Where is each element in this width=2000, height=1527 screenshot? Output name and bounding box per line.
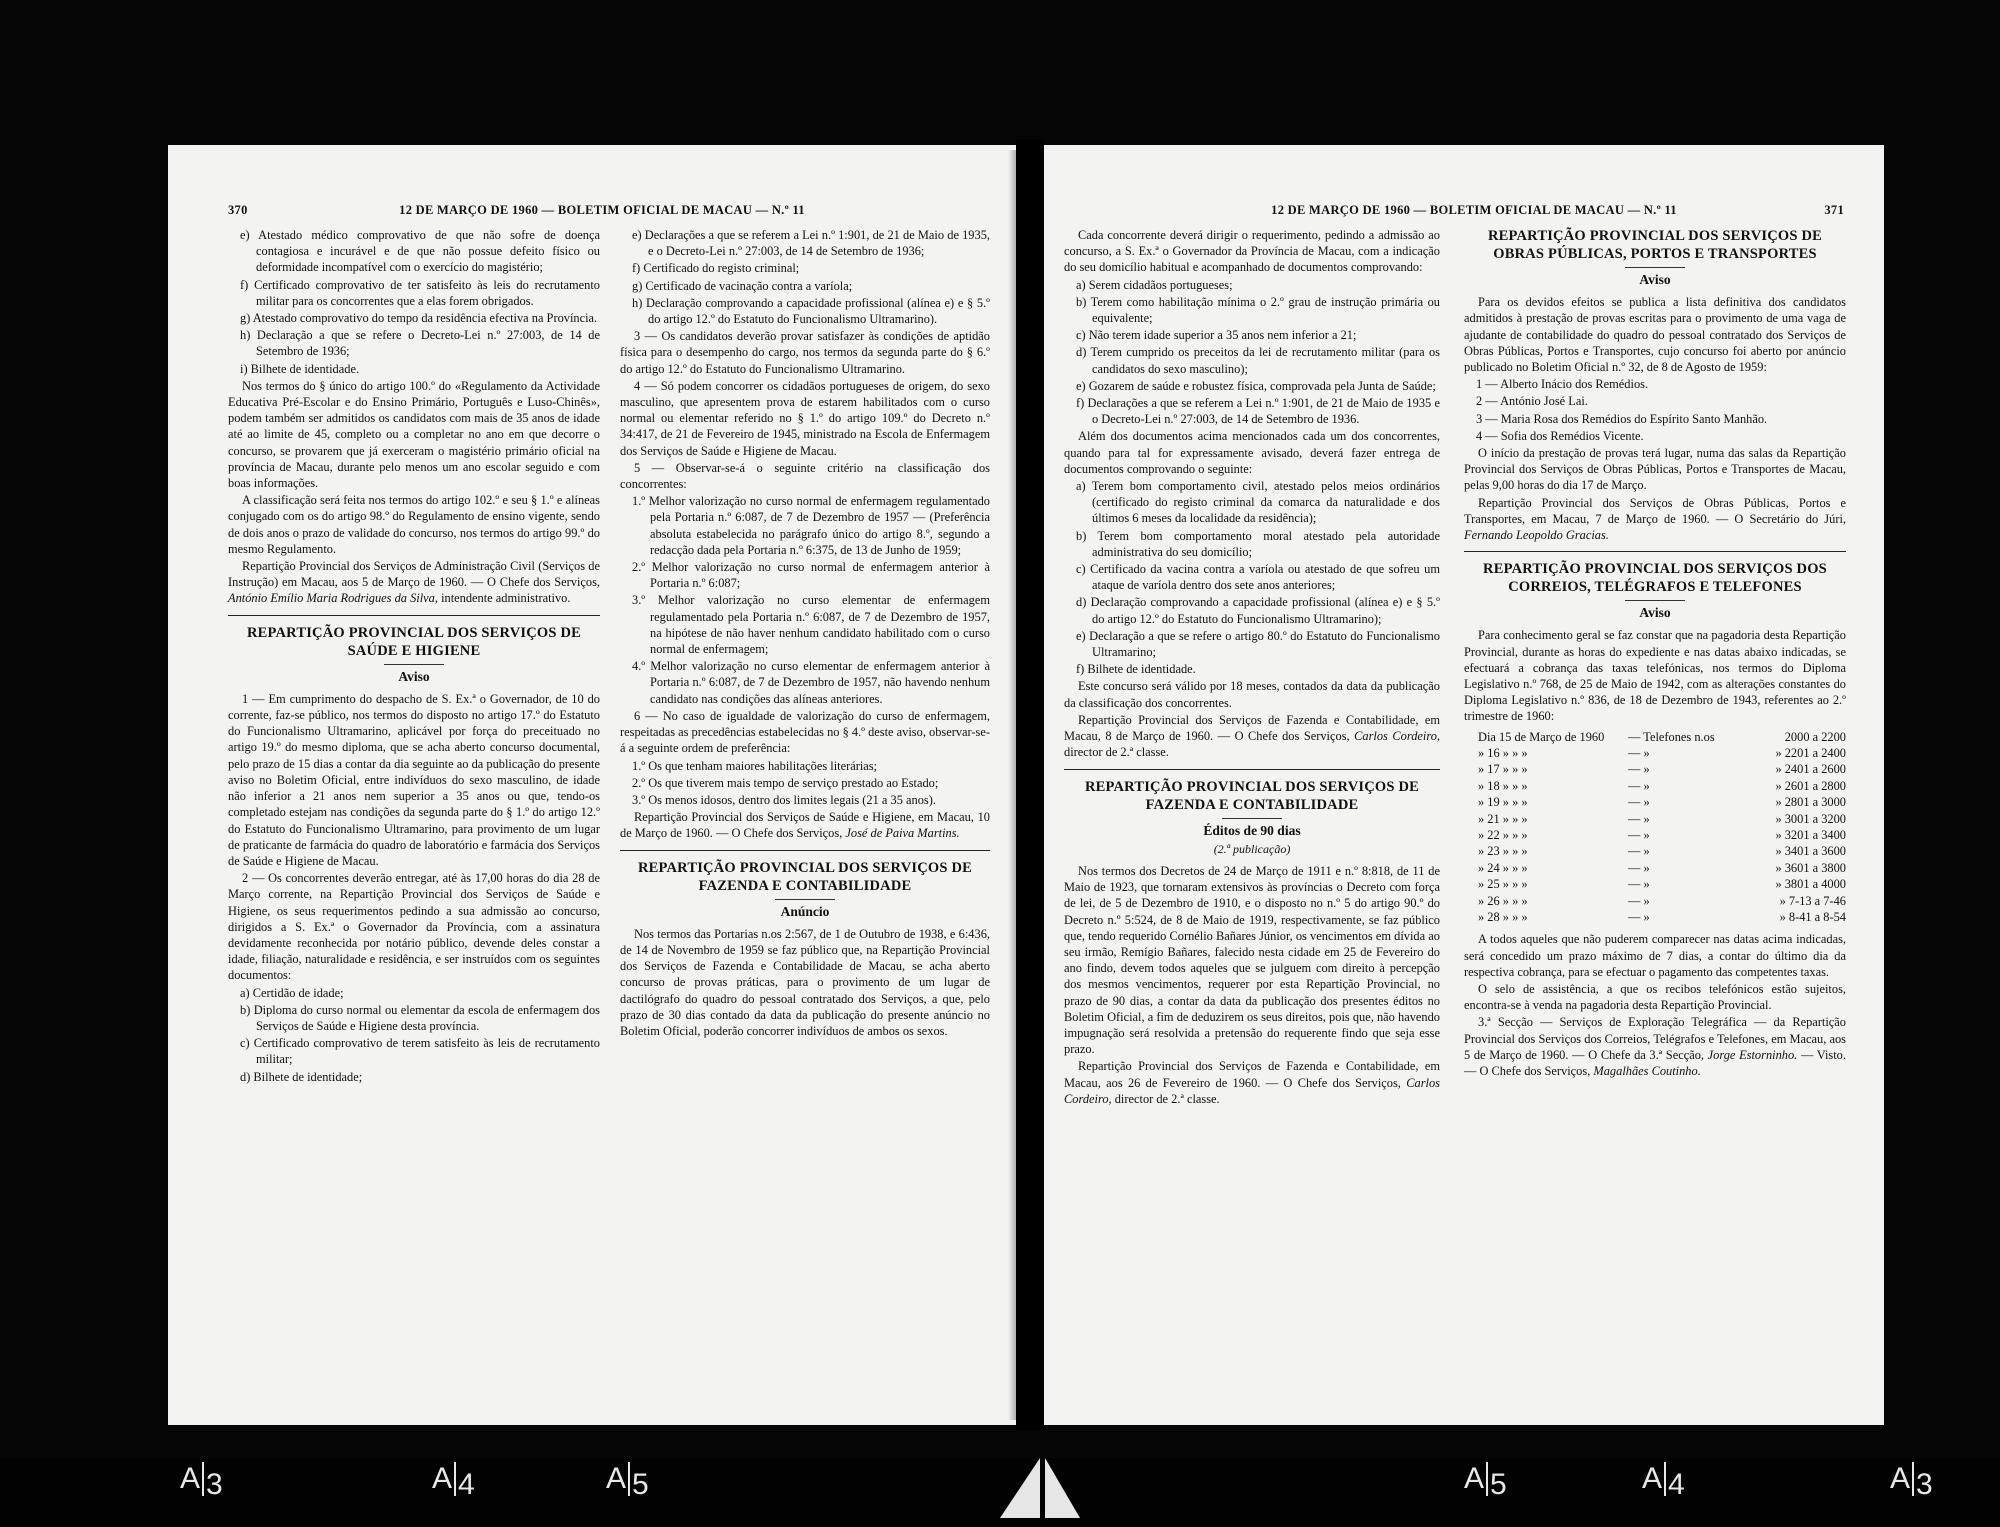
fold-right-shape [1045,1458,1080,1518]
schedule-range: » 3401 a 3600 [1775,844,1846,859]
list-item: f) Certificado do registo criminal; [632,261,800,276]
schedule-date: » 28 » » » [1478,909,1528,924]
schedule-date: » 22 » » » [1478,828,1528,843]
paragraph: A todos aqueles que não puderem comparecer nas datas acima indicadas, será concedido um prazo máximo de 7 dias, a contar do último dia da respectiva cobrança, para se efectuar o pagamento das competentes taxas. [1464,932,1846,979]
list-item: b) Terem bom comportamento moral atestado pela autoridade administrativa do seu domicílio; [1076,528,1440,559]
gutter-fold-mark [1000,1458,1080,1518]
signature: Carlos Cordeiro, [1064,1075,1440,1106]
schedule-range: 2000 a 2200 [1784,729,1846,744]
signature-title: intendente administrativo. [441,591,571,606]
section-title: REPARTIÇÃO PROVINCIAL DOS SERVIÇOS DOS CORREIOS, TELÉGRAFOS E TELEFONES [1483,561,1827,596]
paragraph: Para os devidos efeitos se publica a lista definitiva dos candidatos admitidos à prestação de provas escritas para o provimento de uma vaga de ajudante de contabilidade do quadro do pessoal contratado dos Serviços de Obras Públicas, Portos e Transportes, cujo concurso foi aberto por anúncio publicado no Boletim Oficial n.º 32, de 8 de Agosto de 1959: [1464,295,1846,375]
section-title: REPARTIÇÃO PROVINCIAL DOS SERVIÇOS DE FAZENDA E CONTABILIDADE [1084,778,1420,813]
table-row [1478,778,1846,794]
film-mark-number: 5 [632,1468,649,1501]
schedule-range: » 7-13 a 7-46 [1779,893,1846,908]
table-row [1478,811,1846,827]
table-row [1478,729,1846,745]
paragraph: Nos termos das Portarias n.os 2:567, de 1 de Outubro de 1938, e 6:436, de 14 de Novembro de 1959 se faz público que, na Repartição Provincial dos Serviços de Fazenda e Contabilidade de Macau, se acha aberto concurso de provas práticas, para o provimento de um lugar de dactilógrafo do quadro do pessoal contratado dos Serviços, a que, pelo prazo de 30 dias contado da data da publicação do presente anúncio no Boletim Oficial, poderão concorrer indivíduos de ambos os sexos. [620,926,990,1038]
table-row [1478,827,1846,843]
list-item: d) Bilhete de identidade; [240,1069,363,1084]
section-subtitle: Aviso [1639,605,1671,621]
paragraph: 1 — Em cumprimento do despacho de S. Ex.ª o Governador, de 10 do corrente, faz-se público, nos termos do disposto no artigo 17.º do Estatuto do Funcionalismo Ultramarino, aplicável por força do preceituado no artigo 19.º do mesmo diploma, que se acha aberto concurso documental, pelo prazo de 15 dias a contar da dia seguinte ao da publicação do presente aviso no Boletim Oficial, entre indivíduos do sexo masculino, de idade não inferior a 21 anos nem superior a 35 anos ou que, tendo-os completado estejam nas condições da segunda parte do § 1.º do artigo 12.º do Estatuto do Funcionalismo Ultramarino, para provimento de um lugar de praticante de farmácia do quadro de laboratório e farmácia dos Serviços de Saúde e Higiene de Macau. [228,691,600,868]
schedule-date: » 23 » » » [1478,844,1528,859]
film-mark-letter: A [180,1462,201,1495]
film-mark-letter: A [432,1462,453,1495]
schedule-label: — » [1628,828,1650,843]
schedule-date: » 26 » » » [1478,893,1528,908]
list-item: a) Serem cidadãos portugueses; [1076,277,1233,292]
section-subtitle: Aviso [398,668,430,684]
list-item: 3.º Melhor valorização no curso elementar de enfermagem regulamentado pela Portaria n.º 6:087, de 7 de Dezembro de 1957, na hipótese de não haver nenhum candidato habilitado com o curso normal de enfermagem; [632,593,990,657]
divider [1064,769,1440,770]
page-number: 371 [1824,203,1844,217]
signature: José de Paiva Martins. [845,826,960,841]
signature-paragraph [1464,1014,1846,1079]
signature-title: director de 2.ª classe. [1114,1091,1220,1106]
paragraph-text: — Visto. — O Chefe dos Serviços, [1464,1047,1846,1078]
list-item: h) Declaração comprovando a capacidade profissional (alínea e) e § 5.º do artigo 12.º do Estatuto do Funcionalismo Ultramarino). [632,295,990,327]
signature: Magalhães Coutinho. [1593,1063,1701,1078]
page-header: 12 DE MARÇO DE 1960 — BOLETIM OFICIAL DE MACAU — N.º 11 [399,203,805,217]
film-mark-letter: A [606,1462,627,1495]
book-binding [1016,140,1044,1430]
right-column-2 [1464,227,1846,1080]
schedule-label: — » [1628,877,1650,892]
list-item: c) Certificado da vacina contra a varíola ou atestado de que sofreu um ataque de varíola dentro dos sete anos anteriores; [1076,562,1440,593]
paragraph-text: Repartição Provincial dos Serviços de Administração Civil (Serviços de Instrução) em Macau, aos 5 de Março de 1960. — O Chefe dos Serviços, [228,559,600,590]
divider [384,664,444,665]
divider [1625,267,1685,268]
table-row [1478,843,1846,859]
list-item: d) Declaração comprovando a capacidade profissional (alínea e) e § 5.º do artigo 12.º do Estatuto do Funcionalismo Ultramarino); [1076,595,1440,626]
list-item: f) Certificado comprovativo de ter satisfeito às leis do recrutamento militar para os concorrentes que a elas forem obrigados. [240,277,600,308]
film-mark-number: 5 [1490,1468,1507,1501]
schedule-range: » 2601 a 2800 [1775,778,1846,793]
paragraph: Nos termos do § único do artigo 100.º do «Regulamento da Actividade Educativa Pré-Escolar e do Ensino Primário, Português e Luso-Chinês», podem também ser admitidos os candidatos com mais de 35 anos de idade até ao limite de 45, completo ou a completar no ano em que decorre o concurso, se provarem que já exerceram o magistério primário oficial na província de Macau, durante pelo menos um ano escolar seguido e com boas informações. [228,378,600,491]
table-row [1478,876,1846,892]
list-item: g) Certificado de vacinação contra a varíola; [632,278,853,293]
paragraph: Para conhecimento geral se faz constar que na pagadoria desta Repartição Provincial, durante as horas do expediente e nas datas abaixo indicadas, se efectuará a cobrança das taxas telefónicas, nos termos do Diploma Legislativo n.º 768, de 25 de Maio de 1942, com as alterações constantes do Diploma Legislativo n.º 836, de 18 de Dezembro de 1943, referentes ao 2.º trimestre de 1960: [1464,628,1846,724]
signature-paragraph [1064,712,1440,761]
paragraph: Além dos documentos acima mencionados cada um dos concorrentes, quando para tal for expressamente avisado, deverá fazer entrega de documentos comprovando o seguinte: [1064,429,1440,476]
paragraph: 4 — Só podem concorrer os cidadãos portugueses de origem, do sexo masculino, que apresentem prova de estarem habilitados com o curso normal ou elementar referido no § 1.º do artigo 109.º do Decreto n.º 34:417, de 21 de Fevereiro de 1945, ministrado na Escola de Enfermagem dos Serviços de Saúde e Higiene de Macau. [620,378,990,458]
paragraph: O início da prestação de provas terá lugar, numa das salas da Repartição Provincial dos Serviços de Obras Públicas, Portos e Transportes de Macau, pelas 9,00 horas do dia 17 de Março. [1464,446,1846,493]
schedule-range: » 8-41 a 8-54 [1779,909,1846,924]
paragraph-text: Repartição Provincial dos Serviços de Fazenda e Contabilidade, em Macau, 8 de Março de 1960. — O Chefe dos Serviços, [1064,712,1440,744]
phone-schedule-table [1478,729,1846,926]
left-page [168,145,1016,1425]
signature: Fernando Leopoldo Gracias. [1464,528,1609,543]
list-item: 3.º Os menos idosos, dentro dos limites legais (21 a 35 anos). [632,792,936,807]
film-mark [180,1462,223,1501]
list-item: h) Declaração a que se refere o Decreto-Lei n.º 27:003, de 14 de Setembro de 1936; [240,328,600,359]
list-item: 3 — Maria Rosa dos Remédios do Espírito Santo Manhão. [1476,411,1768,426]
right-page [1044,145,1884,1425]
page-header: 12 DE MARÇO DE 1960 — BOLETIM OFICIAL DE MACAU — N.º 11 [1271,203,1677,217]
film-mark-number: 3 [206,1468,223,1501]
film-mark [606,1462,649,1501]
signature-paragraph [1064,1058,1440,1107]
film-mark [1642,1462,1685,1501]
list-item: d) Terem cumprido os preceitos da lei de recrutamento militar (para os candidatos do sexo masculino); [1076,345,1440,376]
divider [620,850,990,851]
page-number: 370 [228,203,248,217]
schedule-label: — » [1628,893,1650,908]
paragraph-text: Repartição Provincial dos Serviços de Fazenda e Contabilidade, em Macau, aos 26 de Fevereiro de 1960. — O Chefe dos Serviços, [1064,1059,1440,1090]
film-mark [432,1462,475,1501]
signature-title: director de 2.ª classe. [1064,745,1169,760]
list-item: f) Bilhete de identidade. [1076,662,1196,677]
publication-note: (2.ª publicação) [1213,841,1291,856]
list-item: b) Terem como habilitação mínima o 2.º grau de instrução primária ou equivalente; [1076,294,1440,326]
paragraph: 5 — Observar-se-á o seguinte critério na classificação dos concorrentes: [620,460,990,492]
schedule-label: — » [1628,860,1650,875]
schedule-date: » 24 » » » [1478,860,1528,875]
schedule-date: » 19 » » » [1478,795,1528,810]
schedule-label: — » [1628,811,1650,826]
schedule-label: — » [1628,909,1650,924]
paragraph-text: Repartição Provincial dos Serviços de Obras Públicas, Portos e Transportes, em Macau, 7 de Março de 1960. — O Secretário do Júri, [1464,495,1846,526]
list-item: e) Atestado médico comprovativo de que não sofre de doença contagiosa e incurável e de que não possue defeito físico ou deformidade incompatível com o exercício do magistério; [240,228,600,275]
list-item: a) Terem bom comportamento civil, atestado pelos meios ordinários (certificado do registo criminal da comarca da naturalidade e dos últimos 6 meses da localidade da residência); [1076,479,1440,526]
list-item: e) Declaração a que se refere o artigo 80.º do Estatuto do Funcionalismo Ultramarino; [1076,628,1440,660]
list-item: i) Bilhete de identidade. [240,361,360,376]
paragraph-text: Repartição Provincial dos Serviços de Saúde e Higiene, em Macau, 10 de Março de 1960. — O Chefe dos Serviços, [620,810,990,841]
paragraph: O selo de assistência, a que os recibos telefónicos estão sujeitos, encontra-se à venda na pagadoria desta Repartição Provincial. [1464,981,1846,1013]
table-row [1478,860,1846,876]
section-subtitle: Anúncio [780,903,830,919]
film-mark-letter: A [1890,1462,1911,1495]
list-item: 1.º Os que tenham maiores habilitações literárias; [632,758,878,773]
film-mark [1890,1462,1933,1501]
signature-paragraph [620,809,990,841]
signature: Jorge Estorninho. [1707,1047,1798,1062]
list-item: 1.º Melhor valorização no curso normal de enfermagem regulamentado pela Portaria n.º 6:087, de 7 de Dezembro de 1957 — (Preferência absoluta estabelecida no parágrafo único do artigo 8.º, segundo a redacção dada pela Portaria n.º 6:375, de 13 de Junho de 1959; [632,494,990,557]
section-subtitle: Aviso [1639,272,1671,287]
paragraph: Nos termos dos Decretos de 24 de Março de 1911 e n.º 8:818, de 11 de Maio de 1923, que tornaram extensivos às províncias o Decreto com força de lei, de 5 de Dezembro de 1910, e o disposto no n.º 5 do artigo 90.º do Decreto n.º 5:524, de 8 de Maio de 1919, respectivamente, se faz público que, tendo requerido Cornélio Bañares Júnior, os vencimentos em dívida ao seu irmão, Remígio Bañares, falecido nesta cidade em 25 de Fevereiro do ano findo, devem todos aqueles que se julguem com direito à percepção dos mesmos vencimentos, requerer por esta Repartição Provincial, no prazo de 90 dias, a contar da data da publicação dos presentes éditos no Boletim Oficial, a fim de deduzirem os seus direitos, pois que, não havendo impugnação será resolvida a pretensão do requerente findo que seja esse prazo. [1064,863,1440,1057]
schedule-range: » 3801 a 4000 [1775,877,1846,892]
schedule-date: Dia 15 de Março de 1960 [1478,729,1605,744]
schedule-range: » 2401 a 2600 [1775,762,1846,777]
paragraph: 3 — Os candidatos deverão provar satisfazer às condições de aptidão física para o desempenho do cargo, nos termos da segunda parte do § 6.º do artigo 12.º do Estatuto do Funcionalismo Ultramarino. [620,329,990,376]
list-item: g) Atestado comprovativo do tempo da residência efectiva na Província. [240,311,598,326]
section-subtitle: Éditos de 90 dias [1203,822,1301,838]
left-column-2 [620,227,990,1040]
fold-left-shape [1000,1458,1040,1518]
section-title: REPARTIÇÃO PROVINCIAL DOS SERVIÇOS DE SAÚDE E HIGIENE [246,624,582,659]
divider [1464,551,1846,552]
schedule-range: » 2801 a 3000 [1775,795,1846,810]
table-row [1478,909,1846,925]
list-item: a) Certidão de idade; [240,985,344,1000]
list-item: 1 — Alberto Inácio dos Remédios. [1476,377,1649,392]
list-item: 2 — António José Lai. [1476,394,1588,409]
paragraph: A classificação será feita nos termos do artigo 102.º e seu § 1.º e alíneas conjugado com os do artigo 98.º do Regulamento de ensino vigente, sendo de dois anos o prazo de validade do concurso, nos termos do artigo 99.º do mesmo Regulamento. [228,493,600,556]
schedule-range: » 3001 a 3200 [1775,811,1846,826]
schedule-date: » 17 » » » [1478,762,1528,777]
list-item: 2.º Melhor valorização no curso normal de enfermagem anterior à Portaria n.º 6:087; [632,560,990,591]
signature: Carlos Cordeiro, [1354,729,1440,744]
schedule-date: » 25 » » » [1478,877,1528,892]
paragraph-text: 3.ª Secção — Serviços de Exploração Telegráfica — da Repartição Provincial dos Serviços dos Correios, Telégrafos e Telefones, em Macau, aos 5 de Março de 1960. — O Chefe da 3.ª Secção, [1464,1015,1846,1062]
divider [775,899,835,900]
schedule-label: — » [1628,844,1650,859]
film-mark-letter: A [1642,1462,1663,1495]
film-mark-number: 3 [1916,1468,1933,1501]
schedule-label: — » [1628,778,1650,793]
schedule-date: » 21 » » » [1478,811,1528,826]
list-item: c) Certificado comprovativo de terem satisfeito às leis de recrutamento militar; [240,1036,600,1067]
paragraph: Cada concorrente deverá dirigir o requerimento, pedindo a admissão ao concurso, a S. Ex.ª o Governador da Província de Macau, com a indicação do seu domicílio habitual e acompanhado de documentos comprovando: [1064,228,1440,275]
paragraph: 6 — No caso de igualdade de valorização do curso de enfermagem, respeitadas as precedências estabelecidas no § 4.º deste aviso, observar-se-á a seguinte ordem de preferência: [620,708,990,756]
schedule-label: — » [1628,795,1650,810]
film-mark-letter: A [1464,1462,1485,1495]
left-column-1 [228,227,600,1086]
divider [1222,818,1282,819]
schedule-range: » 3201 a 3400 [1775,828,1846,843]
schedule-date: » 16 » » » [1478,746,1528,761]
divider [228,615,600,616]
list-item: 4 — Sofia dos Remédios Vicente. [1476,428,1644,443]
table-row [1478,745,1846,761]
list-item: e) Gozarem de saúde e robustez física, comprovada pela Junta de Saúde; [1076,378,1436,393]
table-row [1478,893,1846,909]
schedule-label: — Telefones n.os [1628,729,1715,744]
list-item: e) Declarações a que se referem a Lei n.º 1:901, de 21 de Maio de 1935, e o Decreto-Lei n.º 27:003, de 14 de Setembro de 1936; [632,228,990,259]
paragraph: Este concurso será válido por 18 meses, contados da data da publicação da classificação dos concorrentes. [1064,679,1440,710]
paragraph: 2 — Os concorrentes deverão entregar, até às 17,00 horas do dia 28 de Março corrente, na Repartição Provincial dos Serviços de Saúde e Higiene, os seus requerimentos pedindo a sua admissão ao concurso, dirigidos a S. Ex.ª o Governador da Província, com a assinatura devidamente reconhecida por notário público, devende deles constar a idade, filiação, naturalidade e residência, e ser instruídos com os seguintes documentos: [228,871,600,983]
film-mark-number: 4 [1668,1468,1685,1501]
schedule-range: » 3601 a 3800 [1775,860,1846,875]
list-item: f) Declarações a que se referem a Lei n.º 1:901, de 21 de Maio de 1935 e o Decreto-Lei n.º 27:003, de 14 de Setembro de 1936. [1076,396,1440,427]
schedule-label: — » [1628,762,1650,777]
section-title: REPARTIÇÃO PROVINCIAL DOS SERVIÇOS DE OBRAS PÚBLICAS, PORTOS E TRANSPORTES [1487,228,1823,262]
schedule-date: » 18 » » » [1478,778,1528,793]
signature-paragraph [228,558,600,607]
signature: António Emílio Maria Rodrigues da Silva, [228,591,438,606]
schedule-range: » 2201 a 2400 [1775,746,1846,761]
list-item: b) Diploma do curso normal ou elementar da escola de enfermagem dos Serviços de Saúde e Higiene desta província. [240,1002,600,1033]
list-item: 2.º Os que tiverem mais tempo de serviço prestado ao Estado; [632,775,939,790]
schedule-label: — » [1628,746,1650,761]
film-mark-number: 4 [458,1468,475,1501]
right-column-1 [1064,227,1440,1108]
table-row [1478,794,1846,810]
list-item: 4.º Melhor valorização no curso elementar de enfermagem anterior à Portaria n.º 6:087, de 7 de Dezembro de 1957, não havendo nenhum candidato nas condições das alíneas anteriores. [632,659,990,706]
section-title: REPARTIÇÃO PROVINCIAL DOS SERVIÇOS DE FAZENDA E CONTABILIDADE [637,859,973,894]
signature-paragraph [1464,495,1846,544]
film-mark [1464,1462,1507,1501]
table-row [1478,761,1846,777]
list-item: c) Não terem idade superior a 35 anos nem inferior a 21; [1076,328,1357,343]
divider [1625,600,1685,601]
